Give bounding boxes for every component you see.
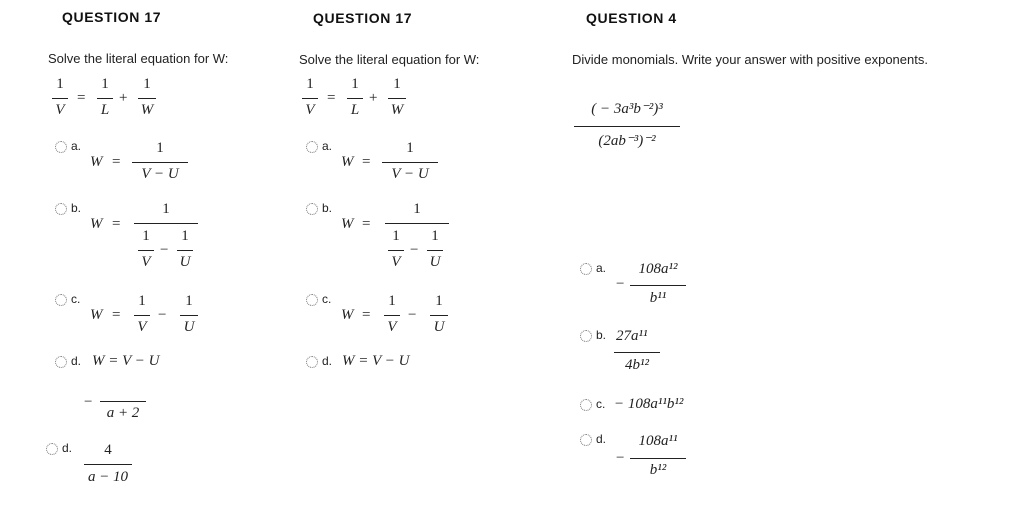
radio-circle-icon — [580, 399, 592, 411]
radio-circle-icon — [55, 141, 67, 153]
question-prompt: Divide monomials. Write your answer with positive exponents. — [572, 52, 928, 67]
option-c-radio[interactable]: c. — [580, 397, 605, 411]
option-d-radio[interactable]: d. — [55, 354, 81, 368]
radio-circle-icon — [580, 434, 592, 446]
option-a-radio[interactable]: a. — [306, 139, 332, 153]
radio-circle-icon — [55, 356, 67, 368]
radio-circle-icon — [46, 443, 58, 455]
option-d-radio[interactable]: d. — [580, 432, 606, 446]
option-c-radio[interactable]: c. — [55, 292, 80, 306]
option-c-radio[interactable]: c. — [306, 292, 331, 306]
radio-circle-icon — [55, 294, 67, 306]
question-prompt: Solve the literal equation for W: — [299, 52, 480, 67]
option-b-radio[interactable]: b. — [55, 201, 81, 215]
option-b-radio[interactable]: b. — [580, 328, 606, 342]
fragment-option-d-radio[interactable]: d. — [46, 441, 72, 455]
radio-circle-icon — [306, 294, 318, 306]
option-a-radio[interactable]: a. — [55, 139, 81, 153]
option-a-radio[interactable]: a. — [580, 261, 606, 275]
question-title: QUESTION 17 — [313, 10, 413, 26]
option-d-radio[interactable]: d. — [306, 354, 332, 368]
radio-circle-icon — [55, 203, 67, 215]
radio-circle-icon — [580, 330, 592, 342]
radio-circle-icon — [306, 356, 318, 368]
radio-circle-icon — [580, 263, 592, 275]
question-prompt: Solve the literal equation for W: — [48, 51, 229, 66]
option-b-radio[interactable]: b. — [306, 201, 332, 215]
question-title: QUESTION 17 — [62, 9, 162, 25]
radio-circle-icon — [306, 141, 318, 153]
question-title: QUESTION 4 — [586, 10, 677, 26]
radio-circle-icon — [306, 203, 318, 215]
